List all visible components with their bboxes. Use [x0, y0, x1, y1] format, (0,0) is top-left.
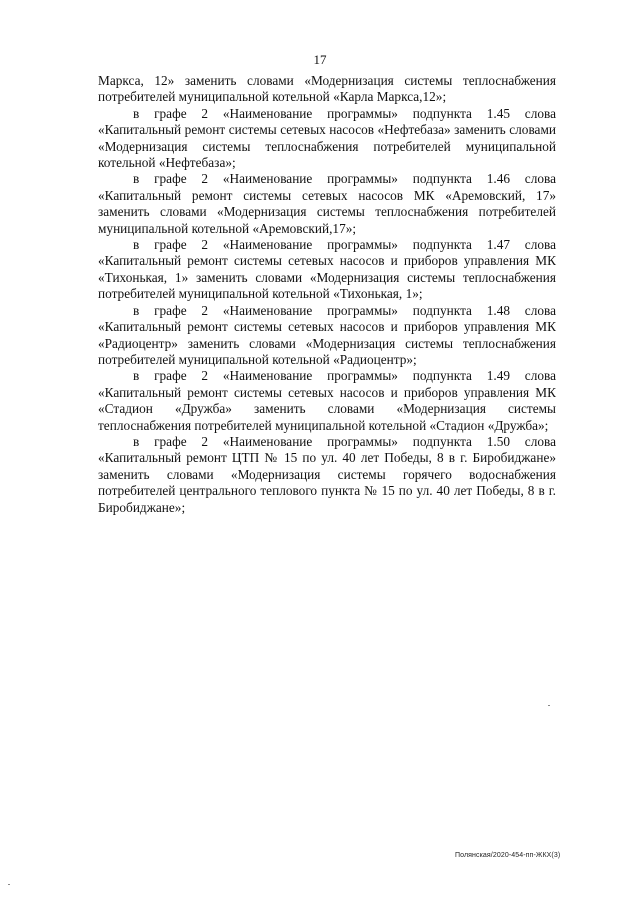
- paragraph-item-1-45: в графе 2 «Наименование программы» подпункта 1.45 слова «Капитальный ремонт системы сетевых насосов «Нефтебаза» заменить словами «Модернизация системы теплоснабжения потребителей муниципальной котельной «Нефтебаза»;: [98, 105, 556, 171]
- paragraph-item-1-47: в графе 2 «Наименование программы» подпункта 1.47 слова «Капитальный ремонт системы сетевых насосов и приборов управления МК «Тихонькая, 1» заменить словами «Модернизация системы теплоснабжения потребителей муниципальной котельной «Тихонькая, 1»;: [98, 237, 556, 302]
- page-number: 17: [313, 52, 327, 67]
- paragraph-item-1-48: в графе 2 «Наименование программы» подпункта 1.48 слова «Капитальный ремонт системы сетевых насосов и приборов управления МК «Радиоцентр» заменить словами «Модернизация системы теплоснабжения потребителей муниципальной котельной «Радиоцентр»;: [98, 302, 556, 367]
- scan-speck: [548, 705, 550, 706]
- footer-document-code: Полянская/2020-454-пп-ЖКХ(3): [455, 852, 561, 859]
- paragraph-item-1-50: в графе 2 «Наименование программы» подпункта 1.50 слова «Капитальный ремонт ЦТП № 15 по ул. 40 лет Победы, 8 в г. Биробиджане» заменить словами «Модернизация системы горячего водоснабжения потребителей центрального теплового пункта № 15 по ул. 40 лет Победы, 8 в г. Биробиджане»;: [98, 433, 556, 515]
- paragraph-item-1-46: в графе 2 «Наименование программы» подпункта 1.46 слова «Капитальный ремонт системы сетевых насосов МК «Аремовский, 17» заменить словами «Модернизация системы теплоснабжения потребителей муниципальной котельной «Аремовский,17»;: [98, 171, 556, 236]
- scan-speck: [8, 884, 10, 885]
- paragraph-continuation: Маркса, 12» заменить словами «Модернизация системы теплоснабжения потребителей муниципальной котельной «Карла Маркса,12»;: [98, 73, 556, 105]
- document-body: [98, 73, 556, 516]
- paragraph-item-1-49: в графе 2 «Наименование программы» подпункта 1.49 слова «Капитальный ремонт системы сетевых насосов и приборов управления МК «Стадион «Дружба» заменить словами «Модернизация системы теплоснабжения потребителей муниципальной котельной «Стадион «Дружба»;: [98, 368, 556, 433]
